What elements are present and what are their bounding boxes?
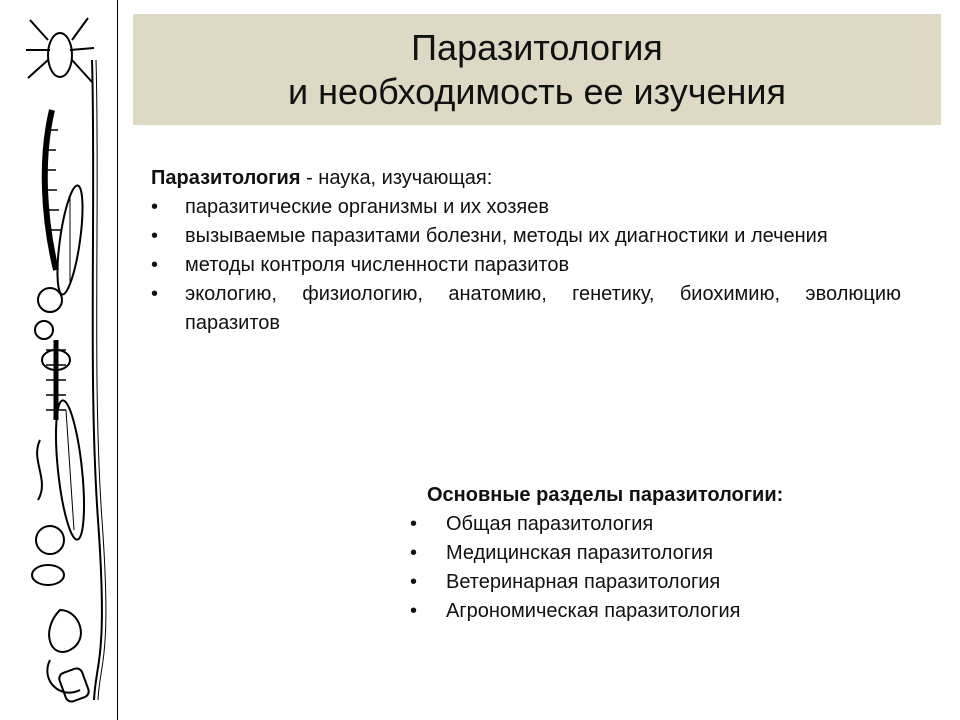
sections-block — [410, 481, 880, 626]
list-item: • вызываемые паразитами болезни, методы их диагностики и лечения — [151, 222, 901, 251]
definition-block — [151, 164, 901, 338]
list-item: • Медицинская паразитология — [410, 539, 880, 568]
parasites-illustration-icon — [0, 0, 120, 720]
sections-title: Основные разделы паразитологии: — [427, 484, 784, 506]
definition-term: Паразитология — [151, 167, 301, 189]
list-item: • Ветеринарная паразитология — [410, 568, 880, 597]
list-item: • Общая паразитология — [410, 510, 880, 539]
page-title-line-1: Паразитология — [411, 26, 663, 68]
list-item: • паразитические организмы и их хозяев — [151, 193, 901, 222]
definition-list — [151, 193, 901, 338]
list-item: • Агрономическая паразитология — [410, 597, 880, 626]
list-item: • экологию, физиологию, анатомию, генетику, биохимию, эволюцию паразитов — [151, 280, 901, 338]
divider-line — [117, 0, 118, 720]
definition-lead — [151, 164, 901, 193]
definition-intro: - наука, изучающая: — [300, 167, 493, 189]
list-item: • методы контроля численности паразитов — [151, 251, 901, 280]
page-title-line-2: и необходимость ее изучения — [288, 70, 786, 112]
sections-list — [410, 510, 880, 626]
title-banner — [133, 14, 941, 125]
